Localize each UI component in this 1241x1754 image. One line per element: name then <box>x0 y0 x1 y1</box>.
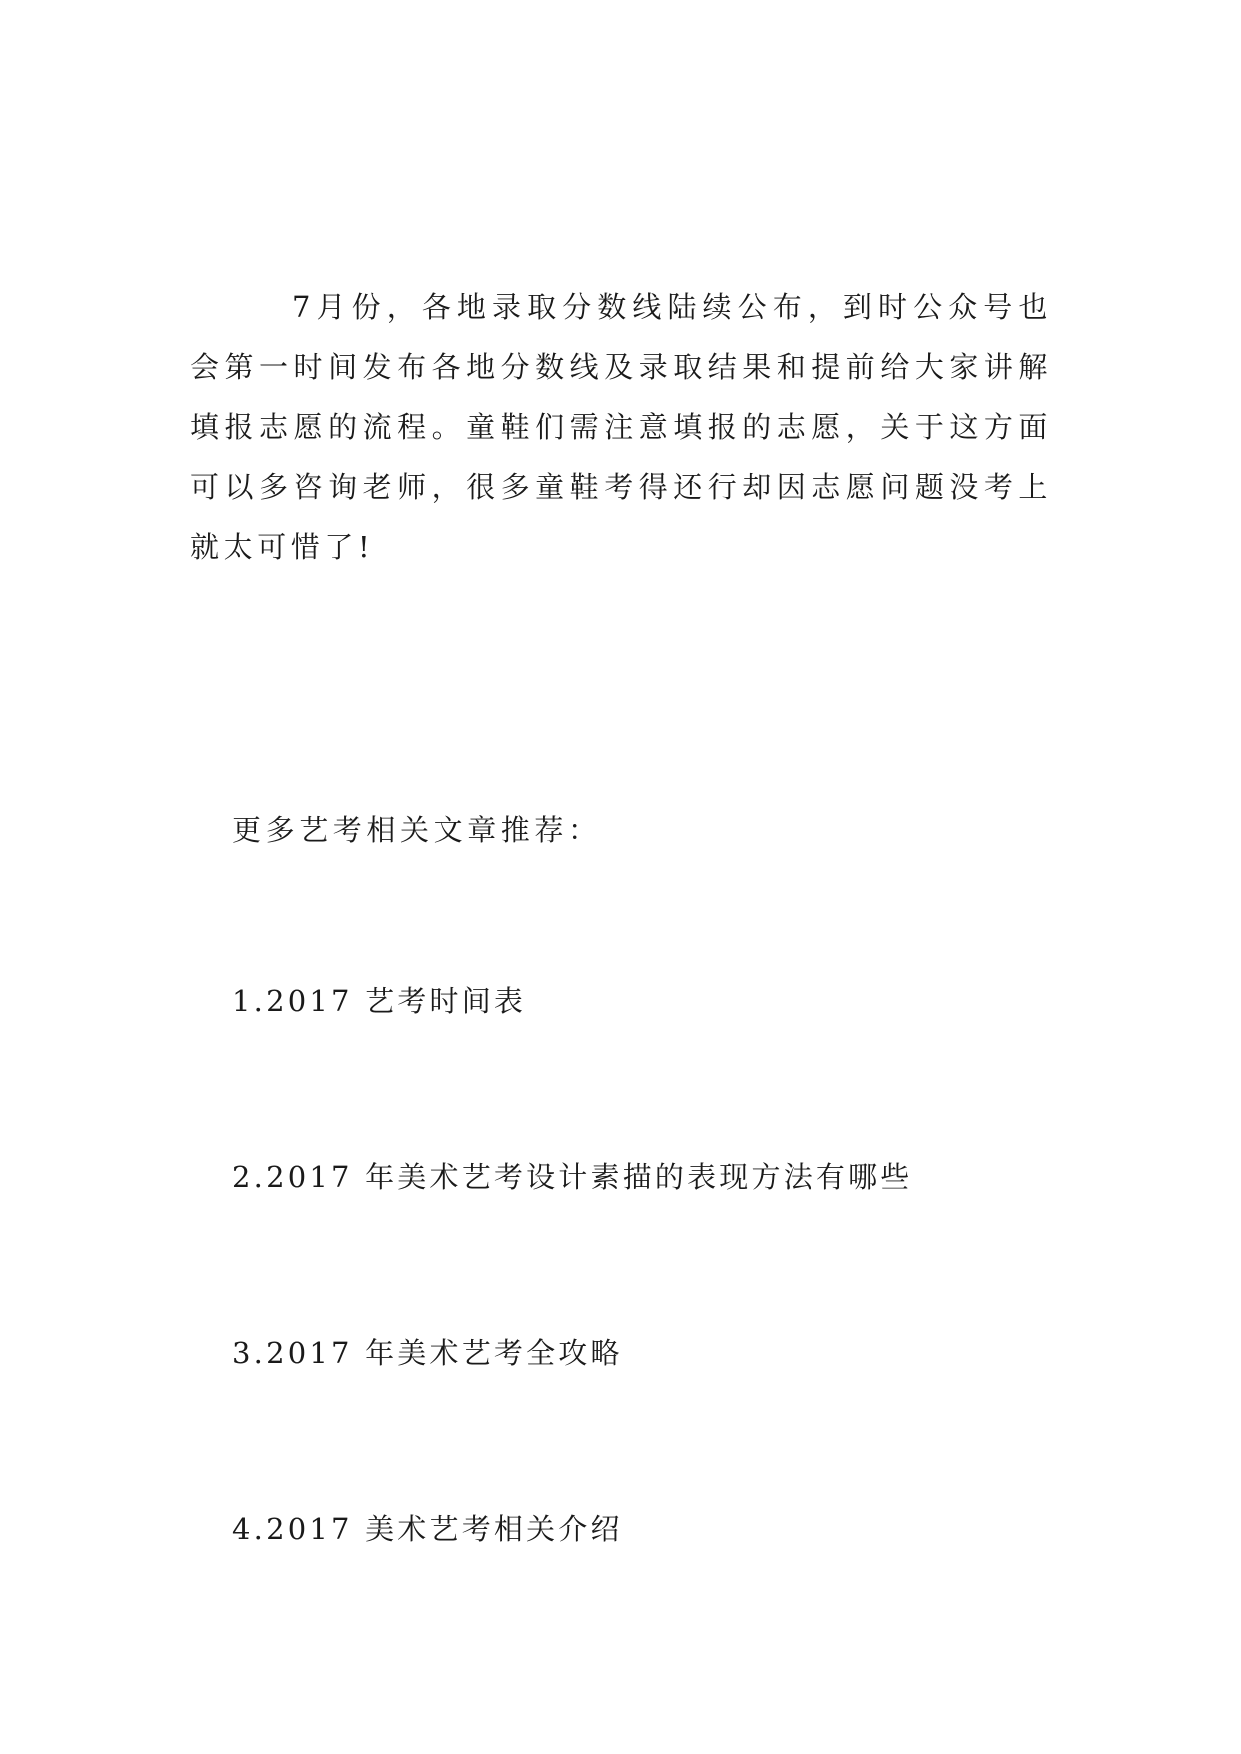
article-link-4[interactable]: 4.2017 美术艺考相关介绍 <box>232 1512 623 1546</box>
article-link-3[interactable]: 3.2017 年美术艺考全攻略 <box>232 1336 623 1370</box>
article-link-2[interactable]: 2.2017 年美术艺考设计素描的表现方法有哪些 <box>232 1160 913 1194</box>
recommend-heading: 更多艺考相关文章推荐： <box>232 813 602 847</box>
article-link-1[interactable]: 1.2017 艺考时间表 <box>232 984 527 1018</box>
body-paragraph: 7月份，各地录取分数线陆续公布，到时公众号也会第一时间发布各地分数线及录取结果和提前给大家讲解填报志愿的流程。童鞋们需注意填报的志愿，关于这方面可以多咨询老师，很多童鞋考得还行却因志愿问题没考上就太可惜了! <box>190 290 1052 564</box>
